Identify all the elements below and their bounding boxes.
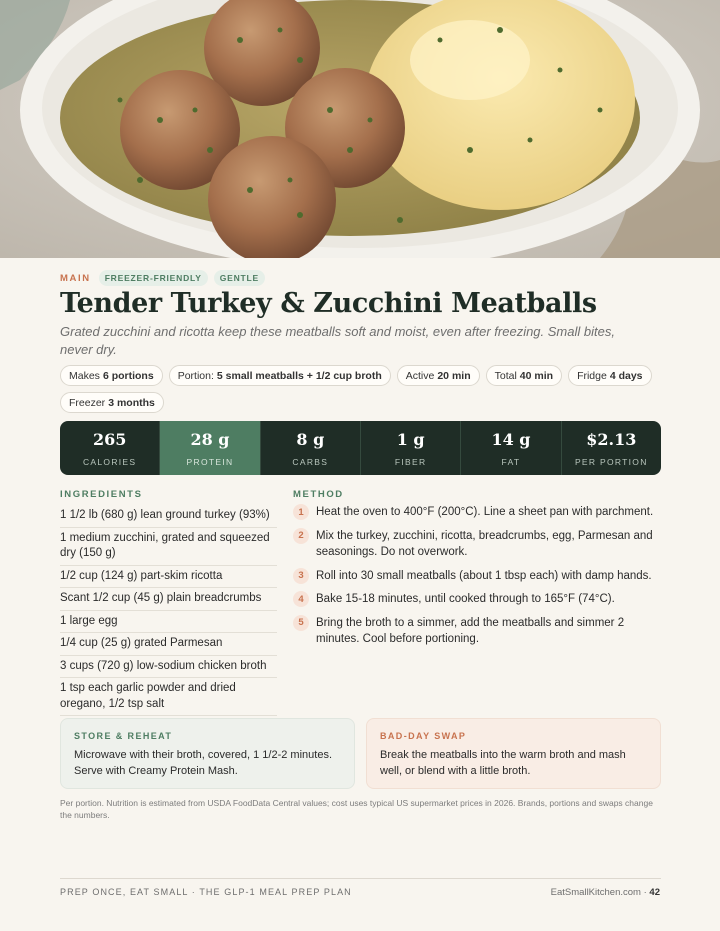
nutrition-footnote: Per portion. Nutrition is estimated from USDA FoodData Central values; cost uses typical US supermarket prices in 2026. Brands, portions and swaps change the numbers. [60,798,653,820]
ingredient-item: 1 large egg [60,611,277,634]
nutrition-label: CALORIES [82,456,137,467]
step-text: Heat the oven to 400°F (200°C). Line a sheet pan with parchment. [316,506,654,518]
recipe-facts [60,365,660,413]
page-number: 42 [649,887,660,898]
nutrition-value: 14 g [491,429,531,449]
footer-site-page [551,887,660,898]
nutrition-carbs [261,421,361,475]
nutrition-label: PROTEIN [186,456,234,467]
ingredient-item: 1 1/2 lb (680 g) lean ground turkey (93%) [60,505,277,528]
nutrition-value: $2.13 [586,429,637,449]
ingredient-item: 1/4 cup (25 g) grated Parmesan [60,633,277,656]
nutrition-fiber [361,421,461,475]
ingredients-list [60,505,277,716]
recipe-title: Tender Turkey & Zucchini Meatballs [60,288,597,319]
method-step [293,504,663,521]
tag-row [60,270,265,286]
ingredient-item: Scant 1/2 cup (45 g) plain breadcrumbs [60,588,277,611]
method-step [293,591,663,608]
method-heading: METHOD [293,489,344,500]
ingredients-heading: INGREDIENTS [60,489,143,500]
method-step [293,528,663,561]
nutrition-label: FIBER [394,456,427,467]
bad-day-swap-text: Break the meatballs into the warm broth and mash well, or blend with a little broth. [380,749,626,777]
nutrition-label: CARBS [292,456,329,467]
method-step [293,568,663,585]
nutrition-cost [562,421,661,475]
step-text: Bake 15-18 minutes, until cooked through to 165°F (74°C). [316,593,615,605]
fact-portion: Portion: 5 small meatballs + 1/2 cup broth [169,365,391,386]
step-number: 4 [293,591,309,607]
nutrition-label: FAT [501,456,521,467]
meatballs-bowl-image [0,0,720,258]
step-text: Mix the turkey, zucchini, ricotta, breadcrumbs, egg, Parmesan and seasonings. Do not overwork. [316,529,653,558]
method-step [293,615,663,648]
store-reheat-text: Microwave with their broth, covered, 1 1/2-2 minutes. Serve with Creamy Protein Mash. [74,749,333,777]
hero-photo [0,0,720,258]
ingredient-item: 1 medium zucchini, grated and squeezed dry (150 g) [60,528,277,566]
step-number: 5 [293,615,309,631]
store-reheat-heading: STORE & REHEAT [74,731,173,741]
nutrition-value: 265 [92,429,127,449]
ingredient-item: 1/2 cup (124 g) part-skim ricotta [60,566,277,589]
ingredient-item: 3 cups (720 g) low-sodium chicken broth [60,656,277,679]
step-number: 2 [293,528,309,544]
recipe-subtitle: Grated zucchini and ricotta keep these meatballs soft and moist, even after freezing. Small bites, never dry. [60,324,615,357]
nutrition-protein [160,421,260,475]
fact-freezer: Freezer 3 months [60,392,164,413]
bad-day-swap-box [366,718,661,789]
step-number: 3 [293,568,309,584]
step-text: Roll into 30 small meatballs (about 1 tbsp each) with damp hands. [316,569,652,582]
step-text: Bring the broth to a simmer, add the meatballs and simmer 2 minutes. Cool before portioning. [316,616,625,645]
nutrition-value: 1 g [396,429,425,449]
nutrition-band [60,421,661,475]
tag-gentle: GENTLE [214,270,265,286]
fact-total-time: Total 40 min [486,365,562,386]
fact-fridge: Fridge 4 days [568,365,651,386]
nutrition-label: PER PORTION [574,456,648,467]
category-label: MAIN [60,272,91,284]
nutrition-value: 8 g [296,429,325,449]
nutrition-fat [461,421,561,475]
ingredient-item: 1 tsp each garlic powder and dried oregano, 1/2 tsp salt [60,678,277,716]
fact-makes: Makes 6 portions [60,365,163,386]
nutrition-value: 28 g [190,429,230,449]
method-steps [293,504,663,655]
step-number: 1 [293,504,309,520]
store-reheat-box [60,718,355,789]
nutrition-calories [60,421,160,475]
bad-day-swap-heading: BAD-DAY SWAP [380,731,467,741]
footer-book-title: PREP ONCE, EAT SMALL · THE GLP-1 MEAL PREP PLAN [60,887,352,897]
footer-divider [60,878,661,879]
footer-separator: · [640,887,650,898]
fact-active-time: Active 20 min [397,365,480,386]
footer-site: EatSmallKitchen.com [550,887,641,898]
tag-freezer-friendly: FREEZER-FRIENDLY [99,270,208,286]
